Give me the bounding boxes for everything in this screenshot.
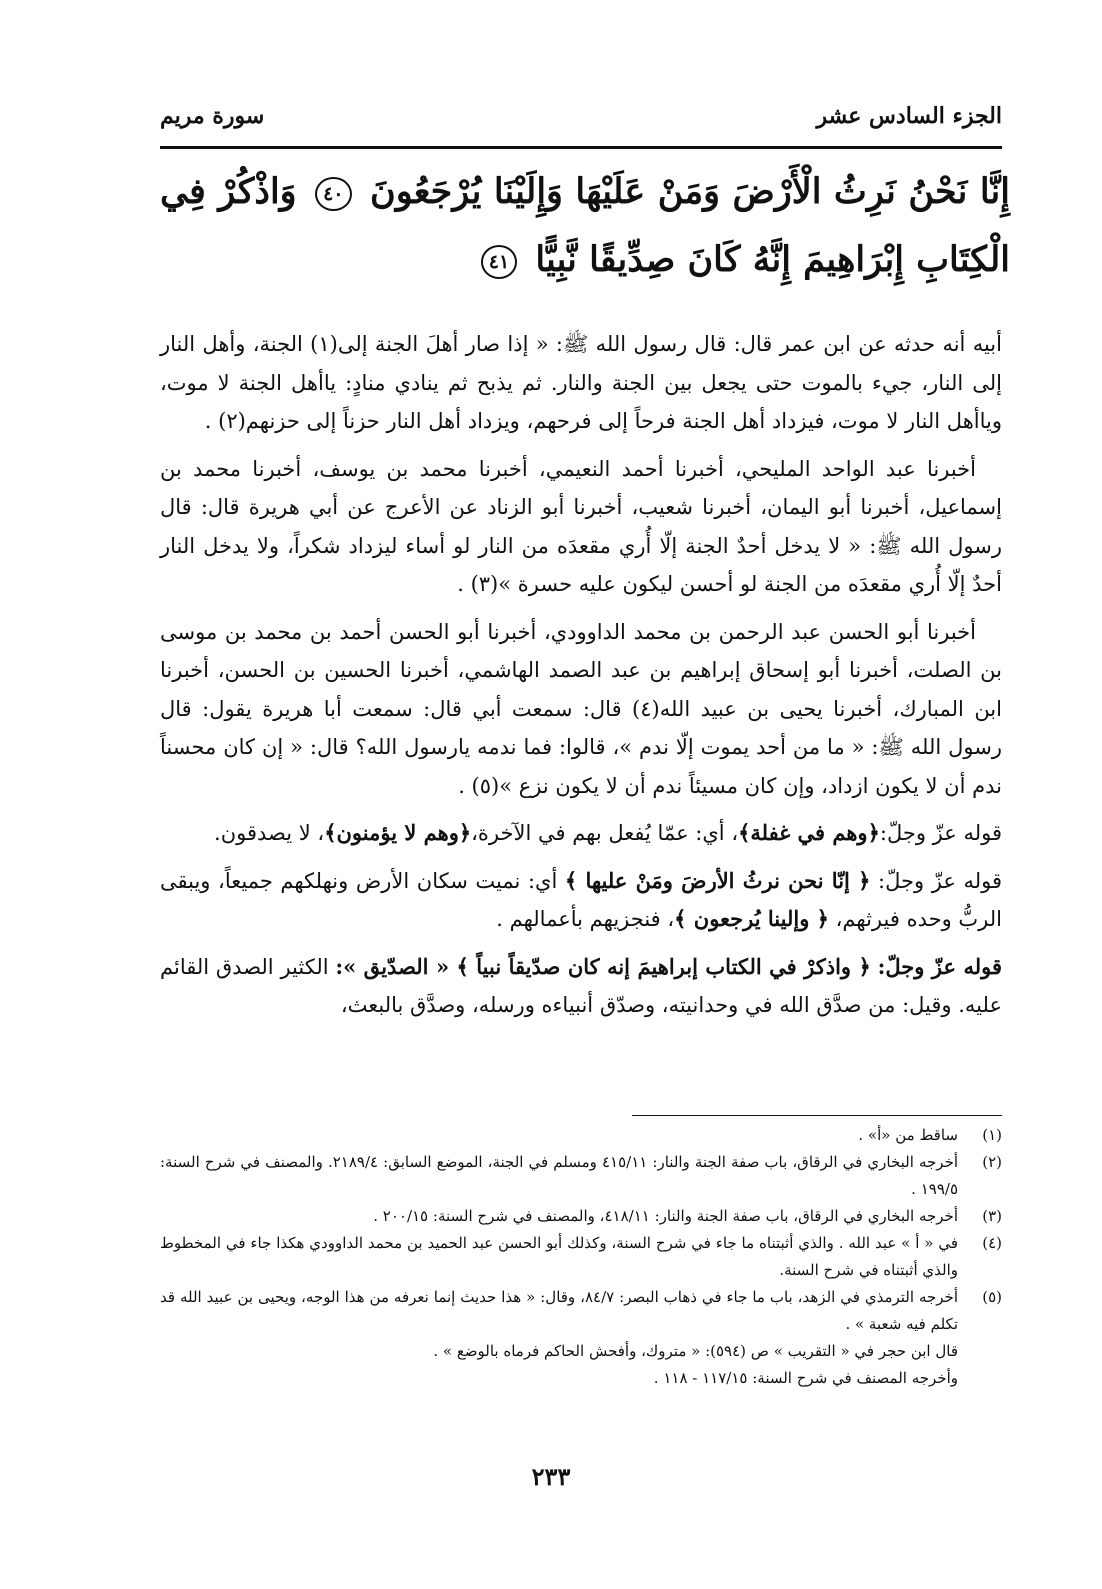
footnote-text: ساقط من «أ» .: [858, 1126, 958, 1144]
footnote-continuation: وأخرجه المصنف في شرح السنة: ١١٧/١٥ - ١١٨ .: [653, 1369, 958, 1387]
footnote-number: (٣): [982, 1207, 1002, 1225]
footnote-number: (٤): [982, 1234, 1002, 1252]
footnote: [160, 1230, 1002, 1284]
footnote-rule: [632, 1115, 1002, 1116]
p6-quote-1: ﴿ واذكرْ في الكتاب إبراهيمَ إنه كان صدّيقاً نبياً ﴾: [456, 953, 871, 979]
page-number: ٢٣٣: [531, 1462, 571, 1491]
paragraph-3: أخبرنا أبو الحسن عبد الرحمن بن محمد الداوودي، أخبرنا أبو الحسن أحمد بن محمد بن موسى بن الصلت، أخبرنا أبو إسحاق إبراهيم بن عبد الصمد الهاشمي، أخبرنا الحسين بن الحسن، أخبرنا ابن المبارك، أخبرنا يحيى بن عبيد الله(٤) قال: سمعت أبي قال: سمعت أبا هريرة يقول: قال رسول الله ﷺ: « ما من أحد يموت إلّا ندم »، قالوا: فما ندمه يارسول الله؟ قال: « إن كان محسناً ندم أن لا يكون ازداد، وإن كان مسيئاً ندم أن لا يكون نزع »(٥) .: [160, 619, 1002, 798]
footnote-text: أخرجه الترمذي في الزهد، باب ما جاء في ذهاب البصر: ٨٤/٧، وقال: « هذا حديث إنما نعرفه من هذا الوجه، ويحيى بن عبيد الله قد تكلم فيه شعبة » .: [160, 1288, 958, 1333]
verse-40-mark: ٤٠: [315, 177, 351, 211]
p4-mid: ، أي: عمّا يُفعل بهم في الآخرة،: [471, 821, 739, 845]
p4-end: ، لا يصدقون.: [214, 821, 325, 845]
footnote-number: (٥): [982, 1288, 1002, 1306]
footnote-number: (٢): [982, 1153, 1002, 1171]
footnotes: [160, 1122, 1002, 1432]
footnote: [160, 1203, 1002, 1230]
footnote-text: أخرجه البخاري في الرقاق، باب صفة الجنة والنار: ٤١٥/١١ ومسلم في الجنة، الموضع السابق: ٢١٨٩/٤. والمصنف في شرح السنة: ١٩٩/٥ .: [160, 1153, 959, 1198]
p6-quote-2: « الصدّيق »:: [335, 953, 457, 979]
p5-intro: قوله عزّ وجلّ:: [878, 868, 1002, 893]
footnote-text: في « أ » عبد الله . والذي أثبتناه ما جاء في شرح السنة، وكذلك أبو الحسن عبد الحميد بن محمد الداوودي هكذا جاء في المخطوط والذي أثبتناه في شرح السنة.: [160, 1234, 958, 1279]
quran-verses: [160, 158, 1010, 308]
footnote: [160, 1122, 1002, 1149]
p6-end: الكثير الصدق القائم عليه. وقيل: من صدَّق الله في وحدانيته، وصدّق أنبياءه ورسله، وصدَّق بالبعث،: [160, 954, 1002, 1017]
p4-quote-1: ﴿وهم في غفلة﴾: [738, 820, 880, 845]
footnote: [160, 1284, 1002, 1338]
commentary-body: [160, 325, 1002, 1105]
header-surah: سورة مريم: [160, 103, 265, 129]
paragraph-4: [160, 814, 1002, 853]
header-part: الجزء السادس عشر: [816, 103, 1002, 129]
p5-end: ، فنجزيهم بأعمالهم .: [496, 907, 675, 931]
p6-intro: قوله عزّ وجلّ:: [877, 953, 1002, 979]
footnote: [160, 1149, 1002, 1203]
p5-quote-1: ﴿ إنّا نحن نرثُ الأرضَ ومَنْ عليها ﴾: [564, 867, 871, 893]
p5-quote-2: ﴿ وإلينا يُرجعون ﴾: [674, 906, 829, 931]
header-rule: [160, 146, 1002, 149]
footnote-continuation: قال ابن حجر في « التقريب » ص (٥٩٤): « متروك، وأفحش الحاكم فرماه بالوضع » .: [433, 1342, 958, 1360]
running-header: [160, 92, 1002, 140]
p5-mid: أي: نميت سكان الأرض ونهلكهم جميعاً، ويبقى الربُّ وحده فيرثهم،: [160, 868, 1002, 931]
paragraph-6: [160, 948, 1002, 1025]
footnote-number: (١): [982, 1126, 1002, 1144]
p4-quote-2: ﴿وهم لا يؤمنون﴾: [324, 820, 472, 845]
paragraph-2: أخبرنا عبد الواحد المليحي، أخبرنا أحمد النعيمي، أخبرنا محمد بن يوسف، أخبرنا محمد بن إسماعيل، أخبرنا أبو اليمان، أخبرنا شعيب، أخبرنا أبو الزناد عن الأعرج عن أبي هريرة قال: قال رسول الله ﷺ: « لا يدخل أحدٌ الجنة إلّا أُري مقعدَه من النار لو أساء ليزداد شكراً، ولا يدخل النار أحدٌ إلّا أُري مقعدَه من الجنة لو أحسن ليكون عليه حسرة »(٣) .: [160, 456, 1002, 596]
p4-intro: قوله عزّ وجلّ:: [879, 821, 1002, 845]
paragraph-1: أبيه أنه حدثه عن ابن عمر قال: قال رسول الله ﷺ: « إذا صار أهلَ الجنة إلى(١) الجنة، وأهل النار إلى النار، جيء بالموت حتى يجعل بين الجنة والنار. ثم يذبح ثم ينادي منادٍ: ياأهل الجنة لا موت، وياأهل النار لا موت، فيزداد أهل الجنة فرحاً إلى فرحهم، ويزداد أهل النار حزناً إلى حزنهم(٢) .: [160, 332, 1002, 433]
footnote-text: أخرجه البخاري في الرقاق، باب صفة الجنة والنار: ٤١٨/١١، والمصنف في شرح السنة: ٢٠٠/١٥ .: [373, 1207, 958, 1225]
verse-41-mark: ٤١: [481, 245, 517, 279]
verse-41-text: وَاذْكُرْ فِي الْكِتَابِ إِبْرَاهِيمَ إِنَّهُ كَانَ صِدِّيقًا نَّبِيًّا: [160, 171, 1010, 280]
verse-40-text: إِنَّا نَحْنُ نَرِثُ الْأَرْضَ وَمَنْ عَلَيْهَا وَإِلَيْنَا يُرْجَعُونَ: [370, 171, 1011, 212]
paragraph-5: [160, 862, 1002, 939]
